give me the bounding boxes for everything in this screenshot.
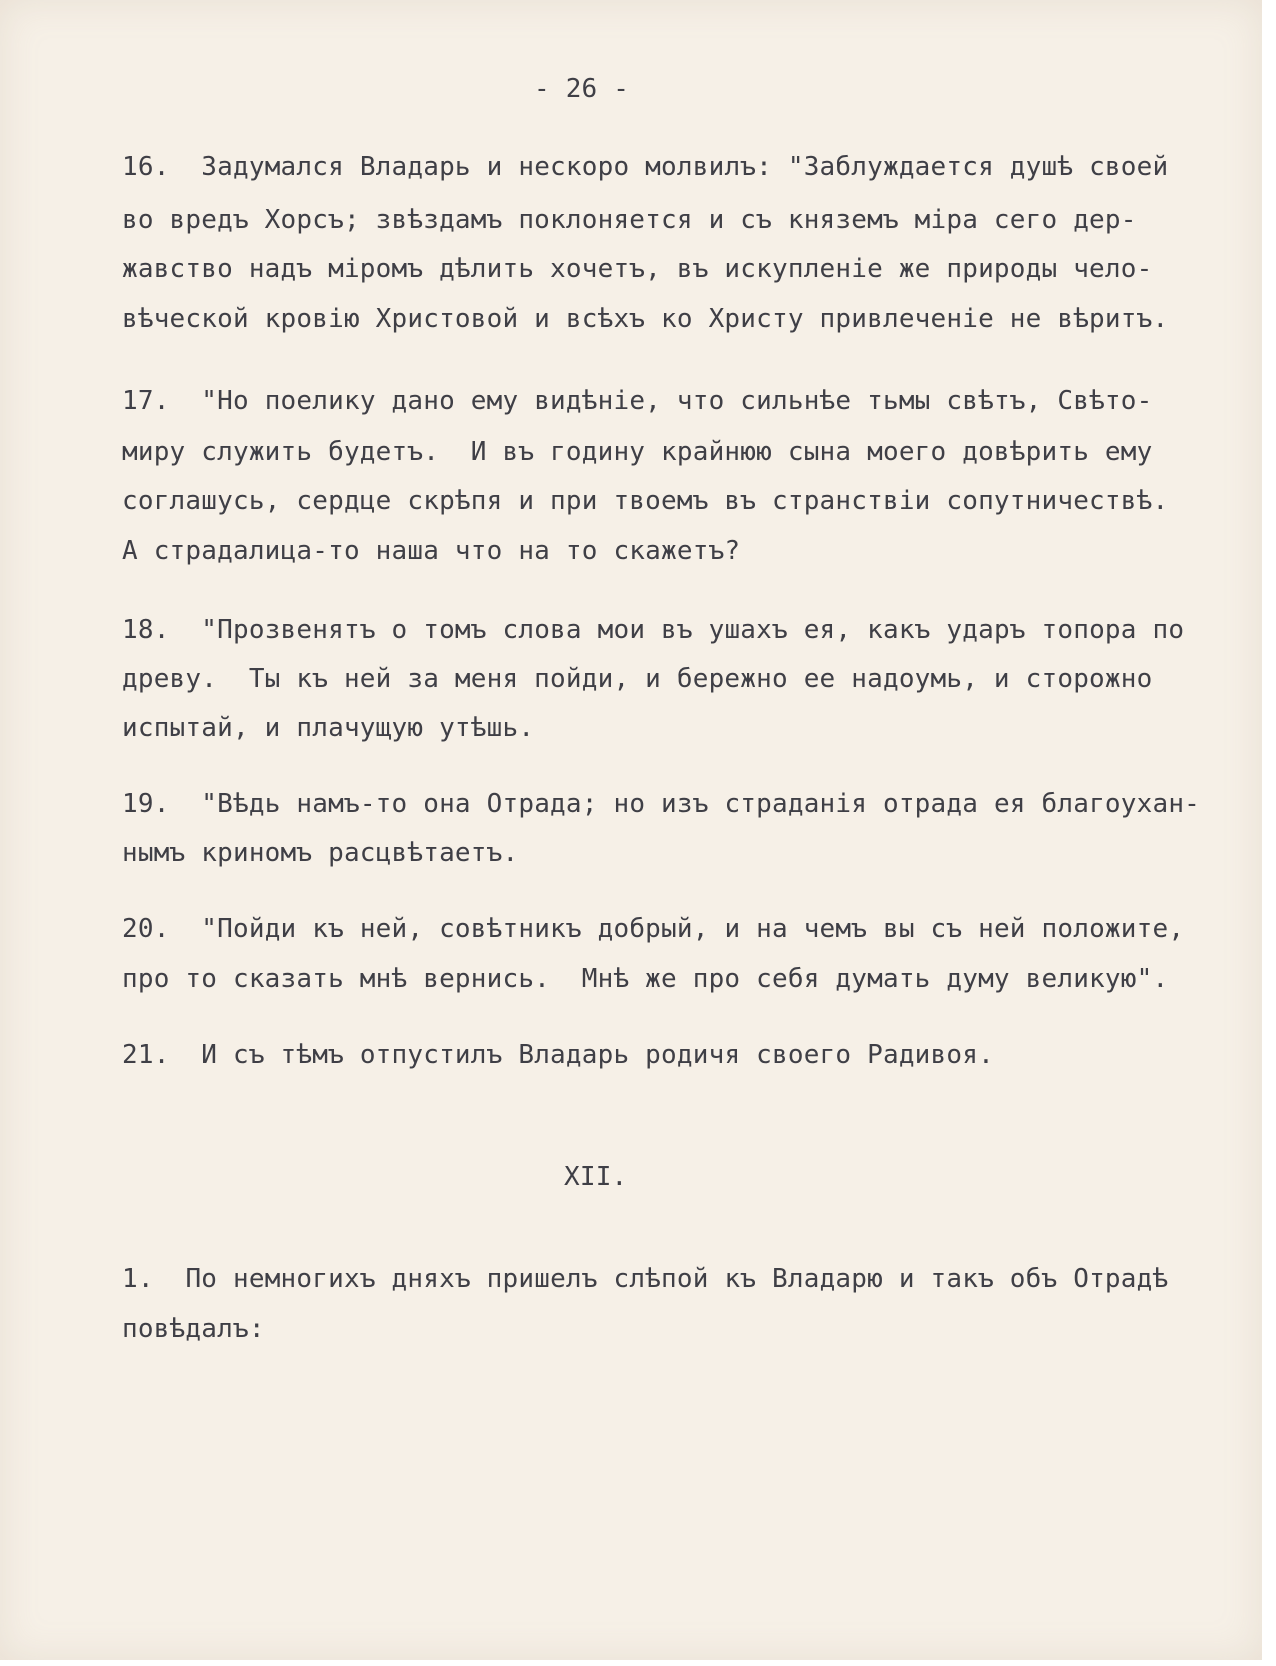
- paragraph-text: И съ тѣмъ отпустилъ Владарь родичя своего Радивоя.: [201, 1040, 994, 1070]
- paragraph-number: 21.: [122, 1040, 170, 1070]
- paragraph-20-line-1: [122, 914, 1184, 944]
- paragraph-line: испытай, и плачущую утѣшь.: [122, 713, 535, 743]
- paragraph-line: во вредъ Хорсъ; звѣздамъ поклоняется и съ княземъ міра сего дер-: [122, 205, 1137, 235]
- paragraph-line: повѣдалъ:: [122, 1314, 265, 1344]
- paragraph-line: А страдалица-то наша что на то скажетъ?: [122, 536, 741, 566]
- paragraph-18-line-1: [122, 615, 1184, 645]
- paragraph-text: "Но поелику дано ему видѣніе, что сильнѣе тьмы свѣтъ, Свѣто-: [201, 386, 1153, 416]
- paragraph-line: древу. Ты къ ней за меня пойди, и бережно ее надоумь, и сторожно: [122, 664, 1153, 694]
- paragraph-line: нымъ криномъ расцвѣтаетъ.: [122, 838, 519, 868]
- paragraph-line: жавство надъ міромъ дѣлить хочетъ, въ искупленіе же природы чело-: [122, 254, 1153, 284]
- paragraph-number: 20.: [122, 914, 170, 944]
- paragraph-text: "Пойди къ ней, совѣтникъ добрый, и на чемъ вы съ ней положите,: [201, 914, 1185, 944]
- paragraph-text: "Вѣдь намъ-то она Отрада; но изъ страданія отрада ея благоухан-: [201, 789, 1201, 819]
- paragraph-17-line-1: [122, 386, 1152, 416]
- paragraph-21-line-1: [122, 1040, 994, 1070]
- paragraph-number: 16.: [122, 152, 170, 182]
- paragraph-text: По немногихъ дняхъ пришелъ слѣпой къ Владарю и такъ объ Отрадѣ: [185, 1264, 1169, 1294]
- paragraph-19-line-1: [122, 789, 1200, 819]
- page-number: - 26 -: [534, 74, 630, 104]
- paragraph-line: миру служить будетъ. И въ годину крайнюю сына моего довѣрить ему: [122, 437, 1153, 467]
- paragraph-line: соглашусь, сердце скрѣпя и при твоемъ въ странствіи сопутничествѣ.: [122, 486, 1169, 516]
- paragraph-text: Задумался Владарь и нескоро молвилъ: "Заблуждается душѣ своей: [201, 152, 1169, 182]
- section-paragraph-1-line-1: [122, 1264, 1168, 1294]
- section-heading: XII.: [564, 1162, 628, 1192]
- paragraph-number: 1.: [122, 1264, 154, 1294]
- paragraph-text: "Прозвенятъ о томъ слова мои въ ушахъ ея, какъ ударъ топора по: [201, 615, 1185, 645]
- paragraph-line: про то сказать мнѣ вернись. Мнѣ же про себя думать думу великую".: [122, 964, 1169, 994]
- paragraph-number: 19.: [122, 789, 170, 819]
- paragraph-number: 17.: [122, 386, 170, 416]
- paragraph-16-line-1: [122, 152, 1168, 182]
- paragraph-line: вѣческой кровію Христовой и всѣхъ ко Христу привлеченіе не вѣритъ.: [122, 304, 1169, 334]
- paragraph-number: 18.: [122, 615, 170, 645]
